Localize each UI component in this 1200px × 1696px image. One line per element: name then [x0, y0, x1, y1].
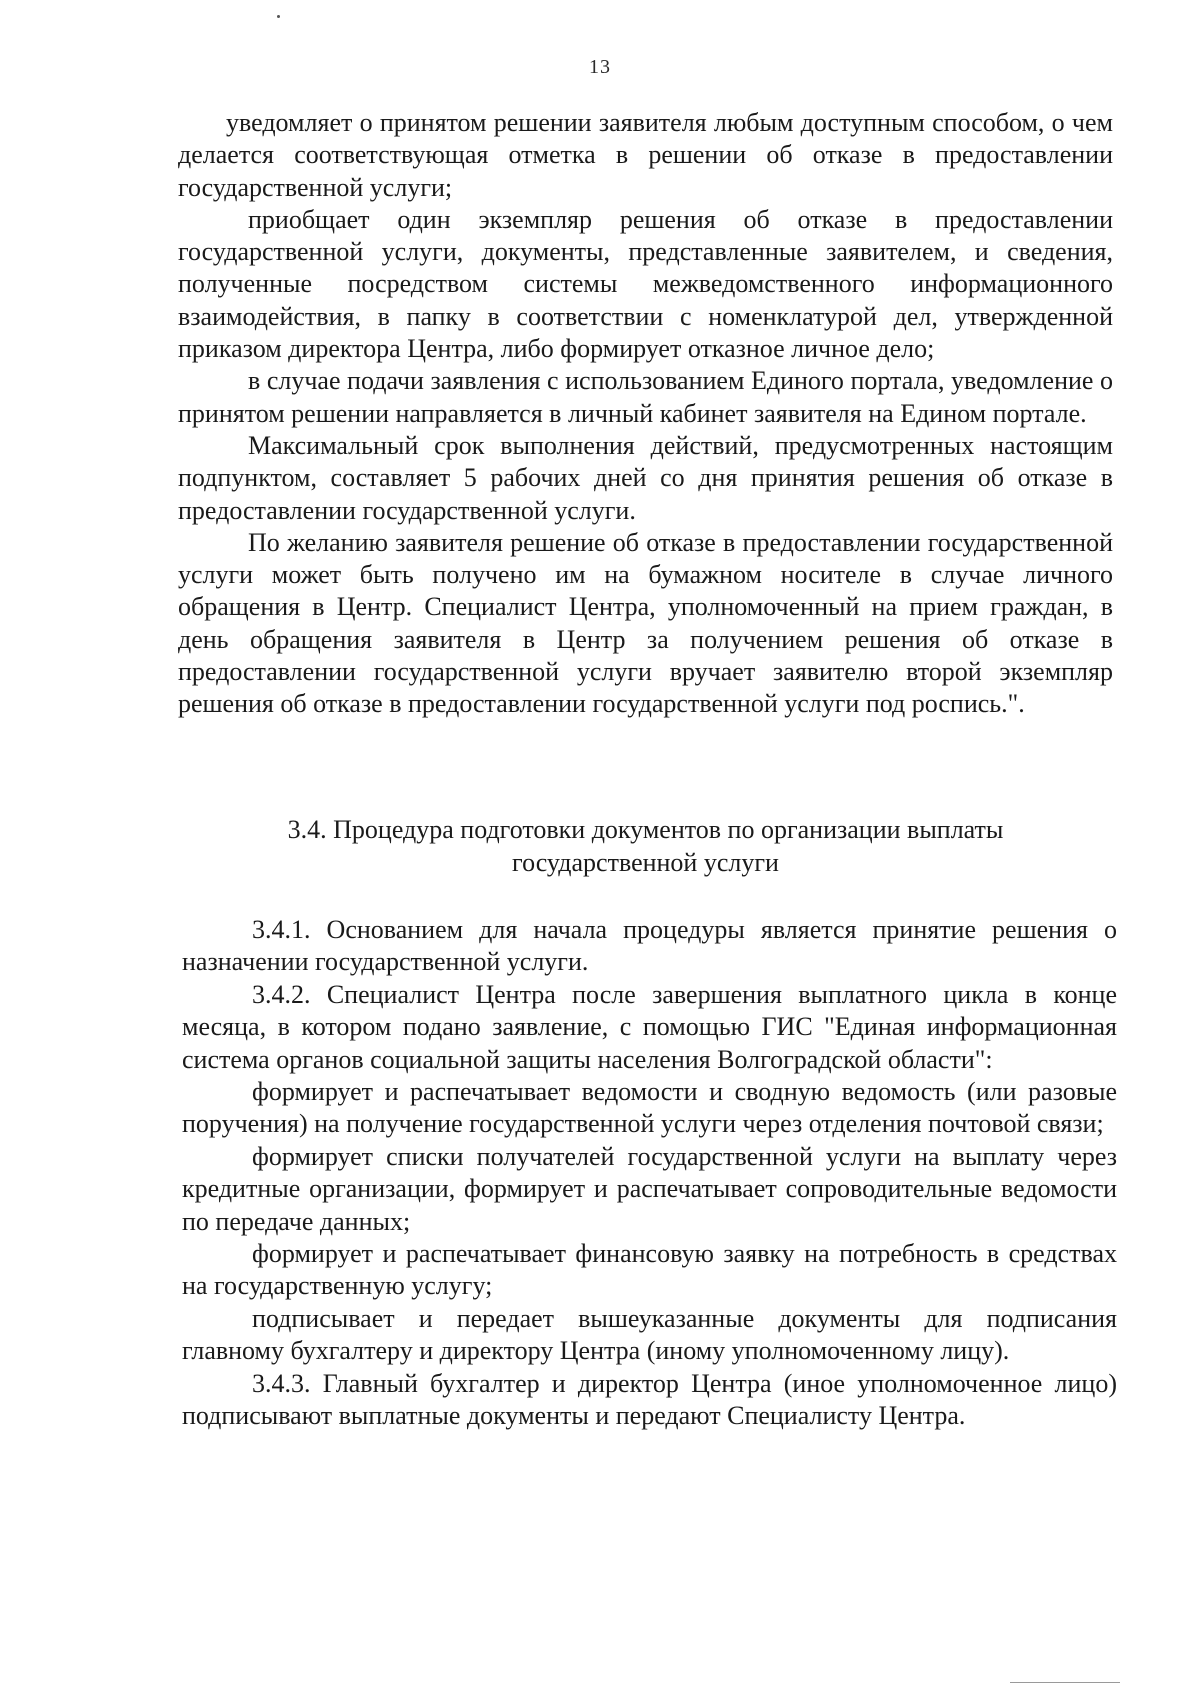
paragraph-sign-transfer: подписывает и передает вышеуказанные документы для подписания главному бухгалтеру и директору Центра (иному уполномоченному лицу). — [182, 1303, 1117, 1366]
paragraph-notify: уведомляет о принятом решении заявителя любым доступным способом, о чем делается соответствующая отметка в решении об отказе в предоставлении государственной услуги; — [178, 108, 1113, 202]
paragraph-paper-copy: По желанию заявителя решение об отказе в предоставлении государственной услуги может быть получено им на бумажном носителе в случае личного обращения в Центр. Специалист Центра, уполномоченный на прием граждан, в день обращения заявителя в Центр за получением решения об отказе в предоставлении государственной услуги вручает заявителю второй экземпляр решения об отказе в предоставлении государственной услуги под роспись.". — [178, 527, 1113, 719]
paragraph-statements: формирует и распечатывает ведомости и сводную ведомость (или разовые поручения) на получение государственной услуги через отделения почтовой связи; — [182, 1077, 1117, 1139]
body-text-bottom — [182, 914, 1117, 1433]
paragraph-attach: приобщает один экземпляр решения об отказе в предоставлении государственной услуги, документы, представленные заявителем, и сведения, полученные посредством системы межведомственного информационного взаимодействия, в папку в соответствии с номенклатурой дел, утвержденной приказом директора Центра, либо формирует отказное личное дело; — [178, 204, 1113, 364]
paragraph-3-4-3: 3.4.3. Главный бухгалтер и директор Центра (иное уполномоченное лицо) подписывают выплатные документы и передают Специалисту Центра. — [182, 1368, 1117, 1431]
footer-rule — [1010, 1682, 1120, 1683]
section-heading — [178, 813, 1113, 879]
section-heading-line1: 3.4. Процедура подготовки документов по организации выплаты — [287, 815, 1004, 844]
paragraph-recipient-lists: формирует списки получателей государственной услуги на выплату через кредитные организации, формирует и распечатывает сопроводительные ведомости по передаче данных; — [182, 1141, 1117, 1236]
page-number: 13 — [589, 56, 611, 78]
paragraph-financial-request: формирует и распечатывает финансовую заявку на потребность в средствах на государственную услугу; — [182, 1239, 1117, 1301]
body-text-top — [178, 107, 1113, 721]
scan-speck — [277, 15, 280, 18]
paragraph-portal: в случае подачи заявления с использованием Единого портала, уведомление о принятом решении направляется в личный кабинет заявителя на Едином портале. — [178, 366, 1113, 428]
paragraph-3-4-1: 3.4.1. Основанием для начала процедуры является принятие решения о назначении государственной услуги. — [182, 915, 1117, 977]
paragraph-deadline: Максимальный срок выполнения действий, предусмотренных настоящим подпунктом, составляет 5 рабочих дней со дня принятия решения об отказе в предоставлении государственной услуги. — [178, 430, 1113, 525]
paragraph-3-4-2: 3.4.2. Специалист Центра после завершения выплатного цикла в конце месяца, в котором подано заявление, с помощью ГИС "Единая информационная система органов социальной защиты населения Волгоградской области": — [182, 979, 1117, 1074]
section-heading-line2: государственной услуги — [512, 848, 779, 877]
